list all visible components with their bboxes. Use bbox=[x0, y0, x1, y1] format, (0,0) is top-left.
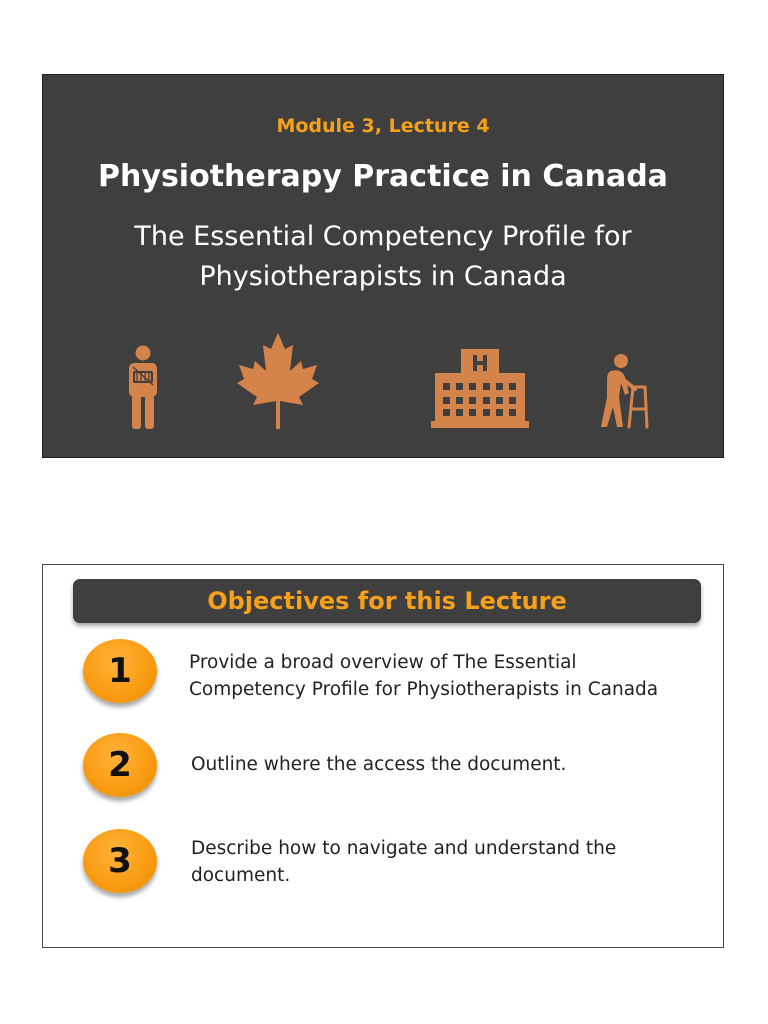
objective-number-badge: 1 bbox=[83, 639, 157, 703]
slide-subtitle: The Essential Competency Profile for Physiotherapists in Canada bbox=[134, 221, 632, 292]
objective-text: Outline where the access the document. bbox=[191, 754, 567, 775]
maple-leaf-icon bbox=[233, 331, 323, 431]
slide-title: Physiotherapy Practice in Canada bbox=[98, 159, 668, 194]
objective-text: Describe how to navigate and understand the document. bbox=[191, 838, 617, 886]
module-label: Module 3, Lecture 4 bbox=[276, 115, 490, 137]
title-slide bbox=[42, 74, 724, 458]
objectives-header: Objectives for this Lecture bbox=[73, 579, 701, 623]
objectives-slide bbox=[42, 564, 724, 948]
elderly-walker-icon bbox=[595, 353, 649, 429]
objective-number-badge: 2 bbox=[83, 733, 157, 797]
objective-text: Provide a broad overview of The Essential Competency Profile for Physiotherapists in Canada bbox=[189, 652, 659, 700]
hospital-icon bbox=[431, 349, 529, 429]
injured-person-icon bbox=[125, 345, 161, 431]
objective-number-badge: 3 bbox=[83, 829, 157, 893]
